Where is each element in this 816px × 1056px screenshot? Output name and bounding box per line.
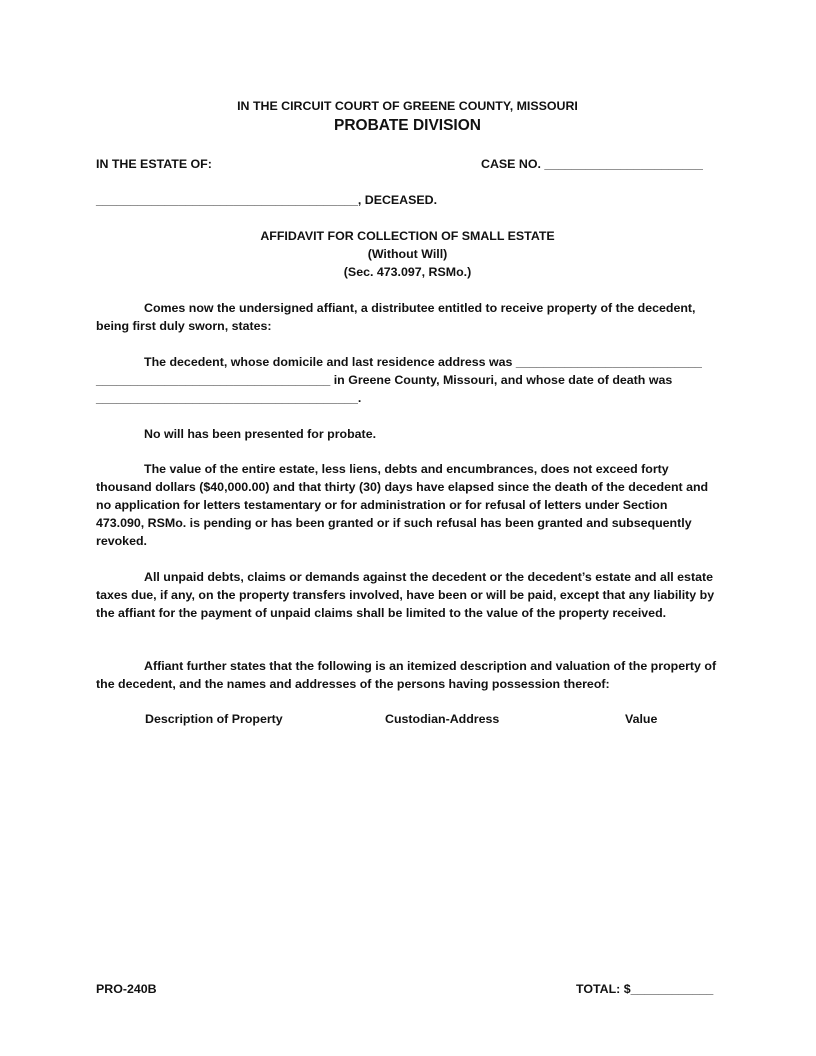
column-header-description: Description of Property: [145, 712, 283, 726]
estate-label: IN THE ESTATE OF:: [96, 157, 212, 171]
paragraph-estate-value: The value of the entire estate, less liens, debts and encumbrances, does not exceed forty thousand dollars ($40,000.00) and that thirty (30) days have elapsed since the death of the decedent and no application for letters testamentary or for administration or for refusal of letters under Section 473.090, RSMo. is pending or has been granted or if such refusal has been granted and subsequently revoked.: [96, 462, 709, 548]
paragraph-itemized: Affiant further states that the following is an itemized description and valuation of the property of the decedent, and the names and addresses of the persons having possession thereof:: [96, 659, 717, 691]
affidavit-subtitle: (Without Will): [367, 247, 448, 261]
statute-reference: (Sec. 473.097, RSMo.): [343, 265, 472, 279]
column-header-custodian: Custodian-Address: [385, 712, 500, 726]
form-id: PRO-240B: [96, 982, 157, 996]
division-heading: PROBATE DIVISION: [334, 117, 481, 134]
total-field: TOTAL: $____________: [576, 982, 714, 996]
court-heading: IN THE CIRCUIT COURT OF GREENE COUNTY, MISSOURI: [237, 99, 578, 113]
affidavit-title: AFFIDAVIT FOR COLLECTION OF SMALL ESTATE: [260, 229, 555, 243]
paragraph-no-will: No will has been presented for probate.: [144, 427, 377, 441]
paragraph-unpaid-debts: All unpaid debts, claims or demands against the decedent or the decedent’s estate and all estate taxes due, if any, on the property transfers involved, have been or will be paid, except that any liability by the affiant for the payment of unpaid claims shall be limited to the value of the property received.: [96, 570, 715, 620]
deceased-line: ______________________________________, DECEASED.: [96, 193, 438, 207]
paragraph-domicile: The decedent, whose domicile and last residence address was ___________________________ __________________________________ in Greene County, Missouri, and whose date of death was ______________________________________.: [96, 355, 702, 405]
paragraph-affiant: Comes now the undersigned affiant, a distributee entitled to receive property of the decedent, being first duly sworn, states:: [96, 301, 706, 333]
column-header-value: Value: [625, 712, 658, 726]
case-number-field: CASE NO. _______________________: [481, 157, 703, 171]
